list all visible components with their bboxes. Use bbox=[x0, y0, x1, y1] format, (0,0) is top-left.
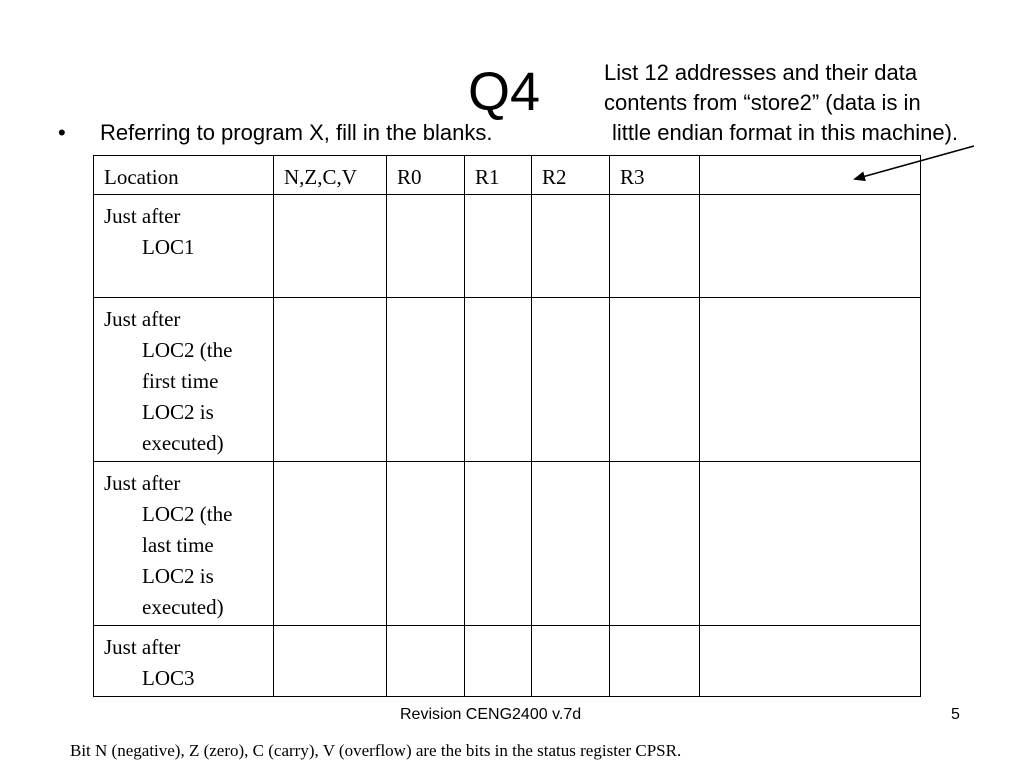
answer-cell[interactable] bbox=[700, 626, 921, 697]
row-label: Just after LOC2 (the last time LOC2 is executed) bbox=[94, 462, 274, 626]
footer-revision: Revision CENG2400 v.7d bbox=[400, 706, 582, 723]
table-header-row bbox=[94, 156, 921, 195]
answer-cell[interactable] bbox=[274, 195, 387, 298]
answer-cell[interactable] bbox=[274, 462, 387, 626]
answer-cell[interactable] bbox=[465, 626, 532, 697]
answer-cell[interactable] bbox=[532, 298, 610, 462]
row-label: Just after LOC2 (the first time LOC2 is executed) bbox=[94, 298, 274, 462]
bullet-text: Referring to program X, fill in the blanks. bbox=[100, 120, 493, 145]
header-r1: R1 bbox=[465, 156, 532, 195]
header-r3: R3 bbox=[610, 156, 700, 195]
answer-cell[interactable] bbox=[700, 462, 921, 626]
answer-cell[interactable] bbox=[274, 298, 387, 462]
page-number: 5 bbox=[951, 706, 960, 723]
table-row bbox=[94, 195, 921, 298]
row-label: Just after LOC3 bbox=[94, 626, 274, 697]
answer-cell[interactable] bbox=[274, 626, 387, 697]
header-r2: R2 bbox=[532, 156, 610, 195]
answer-cell[interactable] bbox=[532, 626, 610, 697]
answer-cell[interactable] bbox=[387, 298, 465, 462]
answer-cell[interactable] bbox=[610, 195, 700, 298]
fill-in-table bbox=[93, 155, 921, 697]
callout-line-2: contents from “store2” (data is in bbox=[604, 90, 921, 115]
answer-cell[interactable] bbox=[610, 462, 700, 626]
row-label: Just after LOC1 bbox=[94, 195, 274, 298]
header-flags: N,Z,C,V bbox=[274, 156, 387, 195]
answer-cell[interactable] bbox=[700, 195, 921, 298]
callout-text bbox=[604, 58, 1024, 148]
slide-title: Q4 bbox=[468, 62, 541, 122]
answer-cell[interactable] bbox=[610, 298, 700, 462]
answer-cell[interactable] bbox=[532, 462, 610, 626]
answer-cell[interactable] bbox=[387, 626, 465, 697]
bullet-point bbox=[58, 118, 493, 148]
header-location: Location bbox=[94, 156, 274, 195]
answer-cell[interactable] bbox=[465, 298, 532, 462]
callout-line-3: little endian format in this machine). bbox=[612, 120, 959, 145]
answer-cell[interactable] bbox=[610, 626, 700, 697]
table-row bbox=[94, 462, 921, 626]
answer-cell[interactable] bbox=[387, 195, 465, 298]
callout-line-1: List 12 addresses and their data bbox=[604, 60, 918, 85]
bullet-icon: • bbox=[58, 120, 66, 145]
answer-cell[interactable] bbox=[532, 195, 610, 298]
table-row bbox=[94, 298, 921, 462]
table-row bbox=[94, 626, 921, 697]
answer-cell[interactable] bbox=[465, 462, 532, 626]
answer-cell[interactable] bbox=[465, 195, 532, 298]
header-r0: R0 bbox=[387, 156, 465, 195]
answer-cell[interactable] bbox=[700, 298, 921, 462]
answer-cell[interactable] bbox=[387, 462, 465, 626]
header-memory bbox=[700, 156, 921, 195]
cpsr-note: Bit N (negative), Z (zero), C (carry), V (overflow) are the bits in the status register CPSR. bbox=[70, 741, 682, 760]
